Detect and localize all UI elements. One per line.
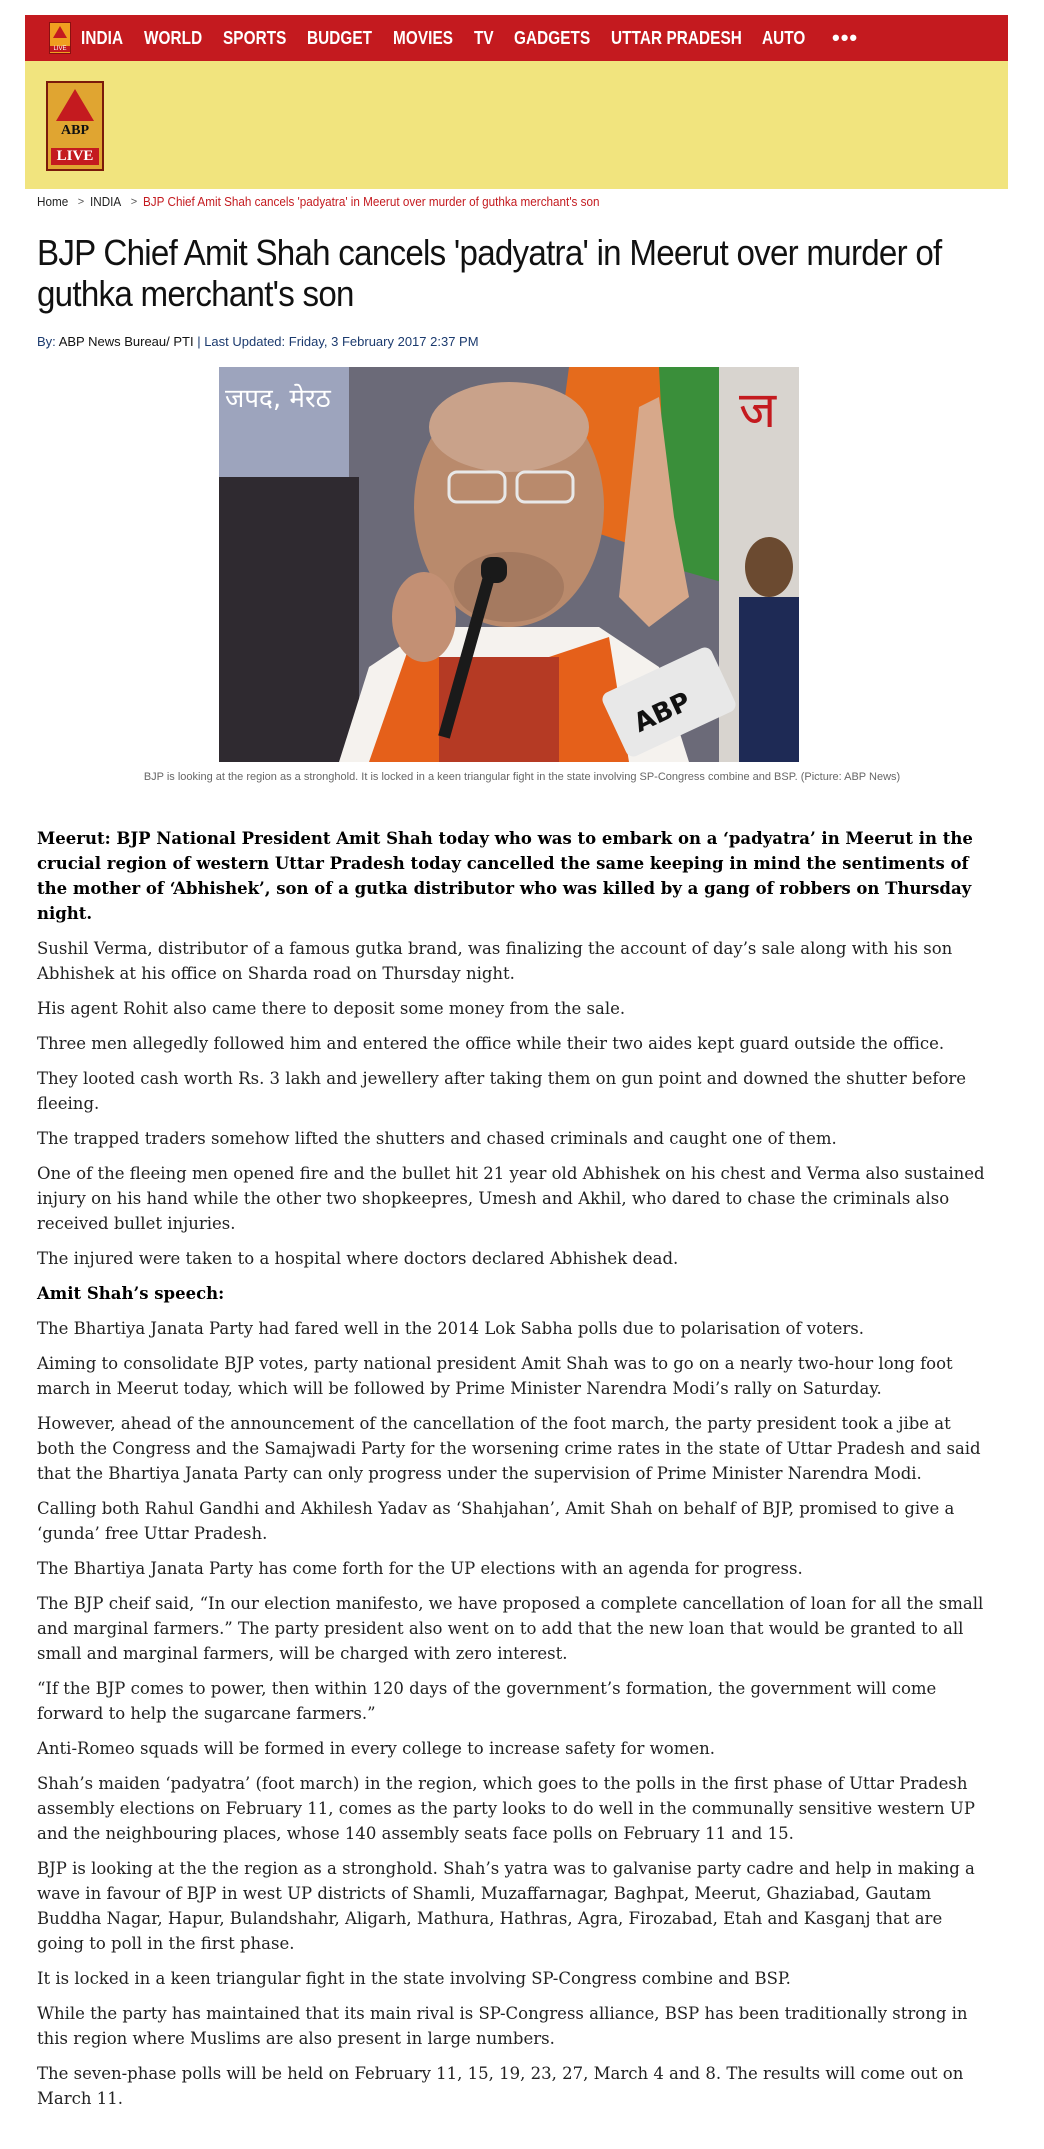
article-paragraph: The seven-phase polls will be held on February 11, 15, 19, 23, 27, March 4 and 8. The results will come out on March 11. <box>37 2064 964 2108</box>
article-paragraph: The BJP cheif said, “In our election manifesto, we have proposed a complete cancellation of loan for all the small and marginal farmers.” The party president also went on to add that the new loan that would be granted to all small and marginal farmers, will be charged with zero interest. <box>37 1594 984 1663</box>
photo-illustration <box>219 367 799 762</box>
article-paragraph: However, ahead of the announcement of the cancellation of the foot march, the party president took a jibe at both the Congress and the Samajwadi Party for the worsening crime rates in the state of Uttar Pradesh and said that the Bhartiya Janata Party can only progress under the supervision of Prime Minister Narendra Modi. <box>37 1414 981 1483</box>
top-nav <box>25 15 1008 61</box>
article-paragraph: The trapped traders somehow lifted the shutters and chased criminals and caught one of them. <box>37 1129 837 1148</box>
article-paragraph: Shah’s maiden ‘padyatra’ (foot march) in the region, which goes to the polls in the first phase of Uttar Pradesh assembly elections on February 11, comes as the party looks to do well in the communally sensitive western UP and the neighbouring places, whose 140 assembly seats face polls on February 11 and 15. <box>37 1774 975 1843</box>
header-banner <box>25 61 1008 189</box>
article-body <box>37 826 987 2121</box>
abp-live-logo-small[interactable]: LIVE <box>49 22 71 54</box>
breadcrumb-separator: > <box>130 195 138 208</box>
article-paragraph: It is locked in a keen triangular fight in the state involving SP-Congress combine and BSP. <box>37 1969 791 1988</box>
article-paragraph: Sushil Verma, distributor of a famous gutka brand, was finalizing the account of day’s sale along with his son Abhishek at his office on Sharda road on Thursday night. <box>37 939 953 983</box>
article-paragraph: The Bhartiya Janata Party has come forth for the UP elections with an agenda for progress. <box>37 1559 803 1578</box>
article-paragraph: While the party has maintained that its main rival is SP-Congress alliance, BSP has been traditionally strong in this region where Muslims are also present in large numbers. <box>37 2004 968 2048</box>
article-paragraph: BJP is looking at the the region as a stronghold. Shah’s yatra was to galvanise party cadre and help in making a wave in favour of BJP in west UP districts of Shamli, Muzaffarnagar, Baghpat, Meerut, Ghaziabad, Gautam Buddha Nagar, Hapur, Bulandshahr, Aligarh, Mathura, Hathras, Agra, Firozabad, Etah and Kasganj that are going to poll in the first phase. <box>37 1859 975 1953</box>
article-paragraph: Anti-Romeo squads will be formed in every college to increase safety for women. <box>37 1739 715 1758</box>
photo-banner-text: जपद, मेरठ <box>225 384 331 414</box>
byline-prefix: By: <box>37 334 56 349</box>
article-paragraph: Aiming to consolidate BJP votes, party national president Amit Shah was to go on a nearly two-hour long foot march in Meerut today, which will be followed by Prime Minister Narendra Modi’s rally on Saturday. <box>37 1354 953 1398</box>
byline-author[interactable]: ABP News Bureau/ PTI <box>58 334 194 349</box>
breadcrumb-section[interactable]: INDIA <box>90 194 122 209</box>
nav-item-gadgets[interactable]: GADGETS <box>514 27 591 48</box>
abp-live-logo[interactable]: ABP LIVE <box>46 81 104 171</box>
article-lead: Meerut: BJP National President Amit Shah today who was to embark on a ‘padyatra’ in Meerut in the crucial region of western Uttar Pradesh today cancelled the same keeping in mind the sentiments of the mother of ‘Abhishek’, son of a gutka distributor who was killed by a gang of robbers on Thursday night. <box>37 829 973 923</box>
svg-text:ज: ज <box>739 381 777 439</box>
breadcrumb-current: BJP Chief Amit Shah cancels 'padyatra' in Meerut over murder of guthka merchant's son <box>143 194 600 209</box>
article-paragraph: The Bhartiya Janata Party had fared well in the 2014 Lok Sabha polls due to polarisation of voters. <box>37 1319 864 1338</box>
nav-item-tv[interactable]: TV <box>474 27 494 48</box>
article-subheading: Amit Shah’s speech: <box>37 1284 225 1303</box>
article-photo <box>219 367 799 762</box>
photo-caption: BJP is looking at the region as a stronghold. It is locked in a keen triangular fight in the state involving SP-Congress combine and BSP. (Picture: ABP News) <box>143 771 901 783</box>
article-paragraph: Calling both Rahul Gandhi and Akhilesh Yadav as ‘Shahjahan’, Amit Shah on behalf of BJP, promised to give a ‘gunda’ free Uttar Pradesh. <box>37 1499 955 1543</box>
nav-item-auto[interactable]: AUTO <box>762 27 806 48</box>
breadcrumb <box>37 194 650 209</box>
article-paragraphs-2 <box>37 1316 987 2111</box>
article-paragraph: The injured were taken to a hospital where doctors declared Abhishek dead. <box>37 1249 679 1268</box>
article-paragraph: His agent Rohit also came there to deposit some money from the sale. <box>37 999 626 1018</box>
article-paragraph: They looted cash worth Rs. 3 lakh and jewellery after taking them on gun point and downed the shutter before fleeing. <box>37 1069 967 1113</box>
nav-menu <box>81 28 826 49</box>
more-menu-icon[interactable]: ••• <box>832 25 859 50</box>
breadcrumb-separator: > <box>77 195 85 208</box>
page-title: BJP Chief Amit Shah cancels 'padyatra' in Meerut over murder of guthka merchant's son <box>37 232 942 314</box>
byline <box>37 334 479 349</box>
breadcrumb-home[interactable]: Home <box>37 194 69 209</box>
last-updated: | Last Updated: Friday, 3 February 2017 2:37 PM <box>197 334 479 349</box>
nav-item-sports[interactable]: SPORTS <box>223 27 287 48</box>
nav-item-movies[interactable]: MOVIES <box>393 27 454 48</box>
nav-item-india[interactable]: INDIA <box>81 27 124 48</box>
nav-item-budget[interactable]: BUDGET <box>307 27 373 48</box>
article-paragraph: Three men allegedly followed him and entered the office while their two aides kept guard outside the office. <box>37 1034 945 1053</box>
article-paragraph: “If the BJP comes to power, then within 120 days of the government’s formation, the government will come forward to help the sugarcane farmers.” <box>37 1679 937 1723</box>
nav-item-uttar-pradesh[interactable]: UTTAR PRADESH <box>611 27 742 48</box>
article-paragraphs <box>37 936 987 1271</box>
nav-item-world[interactable]: WORLD <box>144 27 203 48</box>
photo-mic-text: ABP <box>629 686 696 739</box>
article-paragraph: One of the fleeing men opened fire and the bullet hit 21 year old Abhishek on his chest and Verma also sustained injury on his hand while the other two shopkeepres, Umesh and Akhil, who dared to chase the criminals also received bullet injuries. <box>37 1164 985 1233</box>
